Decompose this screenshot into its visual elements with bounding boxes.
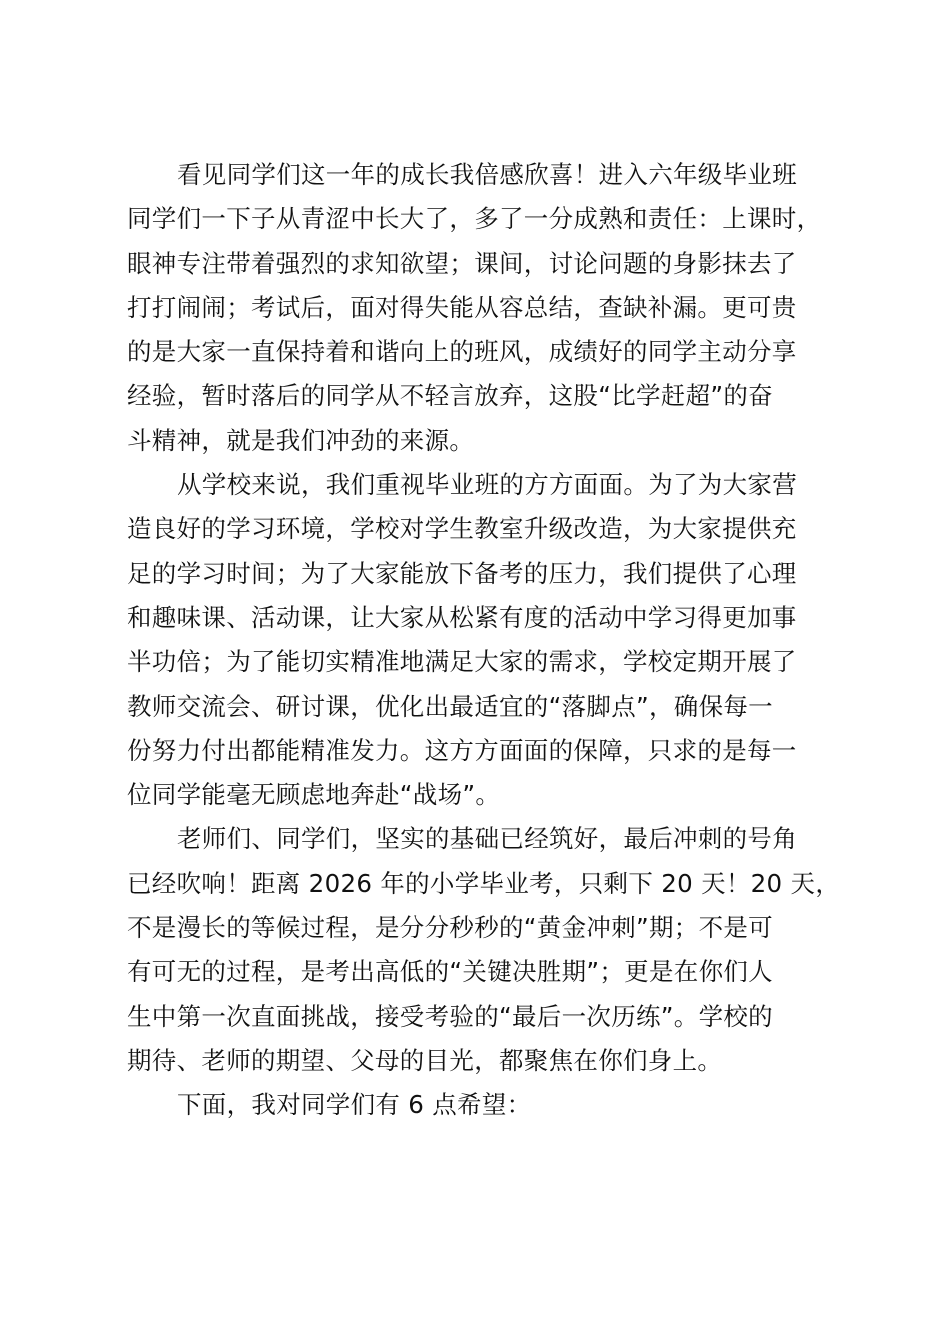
paragraph-1-line-2: 同学们一下子从青涩中长大了，多了一分成熟和责任：上课时， <box>127 204 822 234</box>
paragraph-3-line-5: 生中第一次直面挑战，接受考验的“最后一次历练”。学校的 <box>127 1001 773 1031</box>
paragraph-3-line-2: 已经吹响！距离 2026 年的小学毕业考，只剩下 20 天！20 天， <box>127 868 841 898</box>
paragraph-2-line-1: 从学校来说，我们重视毕业班的方方面面。为了为大家营 <box>177 470 797 500</box>
paragraph-2-line-4: 和趣味课、活动课，让大家从松紧有度的活动中学习得更加事 <box>127 602 797 632</box>
paragraph-3-line-1: 老师们、同学们，坚实的基础已经筑好，最后冲刺的号角 <box>177 824 797 854</box>
document-body <box>127 153 839 1128</box>
paragraph-1-line-3: 眼神专注带着强烈的求知欲望；课间，讨论问题的身影抹去了 <box>127 248 797 278</box>
paragraph-1-line-1: 看见同学们这一年的成长我倍感欣喜！进入六年级毕业班 <box>177 160 797 189</box>
paragraph-2-line-8: 位同学能毫无顾虑地奔赴“战场”。 <box>127 780 501 810</box>
paragraph-1-line-7: 斗精神，就是我们冲劲的来源。 <box>127 425 475 455</box>
paragraph-2-line-7: 份努力付出都能精准发力。这方方面面的保障，只求的是每一 <box>127 735 797 765</box>
paragraph-1-line-4: 打打闹闹；考试后，面对得失能从容总结，查缺补漏。更可贵 <box>127 292 797 322</box>
paragraph-1-line-6: 经验，暂时落后的同学从不轻言放弃，这股“比学赶超”的奋 <box>127 381 773 411</box>
paragraph-4-line-1: 下面，我对同学们有 6 点希望： <box>177 1090 532 1120</box>
paragraph-3-line-6: 期待、老师的期望、父母的目光，都聚焦在你们身上。 <box>127 1045 723 1075</box>
paragraph-2-line-6: 教师交流会、研讨课，优化出最适宜的“落脚点”，确保每一 <box>127 691 773 721</box>
paragraph-1-line-5: 的是大家一直保持着和谐向上的班风，成绩好的同学主动分享 <box>127 337 797 367</box>
paragraph-2-line-3: 足的学习时间；为了大家能放下备考的压力，我们提供了心理 <box>127 558 797 588</box>
paragraph-3-line-3: 不是漫长的等候过程，是分分秒秒的“黄金冲刺”期；不是可 <box>127 913 773 943</box>
paragraph-2-line-5: 半功倍；为了能切实精准地满足大家的需求，学校定期开展了 <box>127 647 797 677</box>
paragraph-3-line-4: 有可无的过程，是考出高低的“关键决胜期”；更是在你们人 <box>127 957 773 987</box>
paragraph-2-line-2: 造良好的学习环境，学校对学生教室升级改造，为大家提供充 <box>127 514 797 544</box>
